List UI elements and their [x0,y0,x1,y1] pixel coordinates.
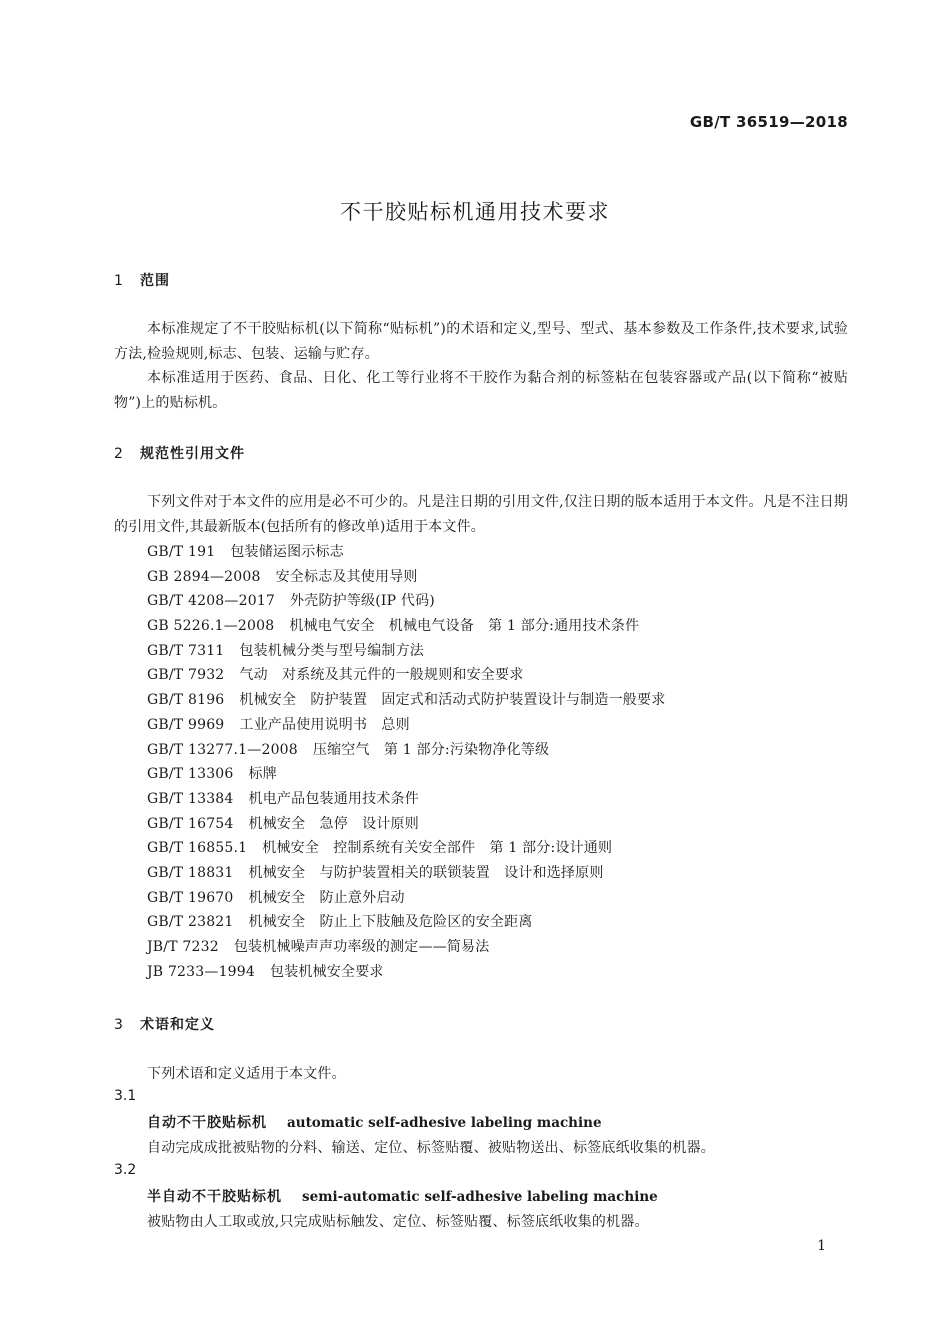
reference-title: 机械安全 防止上下肢触及危险区的安全距离 [248,914,533,931]
reference-item [147,960,665,985]
reference-code: GB/T 19670 [147,889,234,906]
page-number: 1 [817,1238,826,1254]
section-1-paragraph-2: 本标准适用于医药、食品、日化、化工等行业将不干胶作为黏合剂的标签粘在包装容器或产品(以下简称“被贴物”)上的贴标机。 [114,370,848,411]
section-1-heading [114,270,170,290]
reference-code: GB/T 18831 [147,864,234,881]
term-heading [147,1112,602,1132]
reference-item [147,762,665,787]
reference-code: GB 5226.1—2008 [147,618,275,635]
reference-item [147,861,665,886]
section-number: 2 [114,446,124,462]
reference-code: GB/T 16754 [147,815,234,832]
reference-code: GB/T 7311 [147,642,225,659]
reference-code: GB/T 13384 [147,790,234,807]
document-title: 不干胶贴标机通用技术要求 [340,200,610,224]
section-2-intro: 下列文件对于本文件的应用是必不可少的。凡是注日期的引用文件,仅注日期的版本适用于本文件。凡是不注日期的引用文件,其最新版本(包括所有的修改单)适用于本文件。 [114,494,848,535]
reference-code: GB/T 13277.1—2008 [147,741,298,758]
standard-code: GB/T 36519—2018 [689,113,848,131]
reference-title: 包装机械噪声声功率级的测定——简易法 [233,939,490,955]
reference-item [147,812,665,837]
reference-title: 机械安全 防止意外启动 [248,889,405,906]
section-title: 规范性引用文件 [140,446,245,462]
term-english: automatic self-adhesive labeling machine [287,1115,602,1131]
reference-item [147,738,665,763]
term-number: 3.2 [114,1162,137,1178]
reference-list [147,540,665,984]
section-number: 1 [114,273,124,289]
reference-title: 标牌 [248,766,277,783]
reference-title: 工业产品使用说明书 总则 [239,716,410,733]
reference-code: GB/T 191 [147,544,216,560]
reference-code: GB/T 9969 [147,716,225,733]
term-definition: 被贴物由人工取或放,只完成贴标触发、定位、标签贴覆、标签底纸收集的机器。 [147,1214,649,1230]
reference-item [147,688,665,713]
reference-title: 机电产品包装通用技术条件 [248,790,419,807]
term-heading [147,1186,658,1206]
reference-title: 机械安全 与防护装置相关的联锁装置 设计和选择原则 [248,864,604,881]
reference-code: GB/T 8196 [147,692,225,709]
reference-item [147,540,665,565]
reference-code: GB/T 23821 [147,914,234,931]
reference-item [147,614,665,639]
term-number: 3.1 [114,1088,137,1104]
reference-title: 机械安全 防护装置 固定式和活动式防护装置设计与制造一般要求 [239,692,666,709]
reference-item [147,589,665,614]
reference-item [147,935,665,960]
term-english: semi-automatic self-adhesive labeling machine [302,1189,658,1205]
reference-code: GB 2894—2008 [147,568,261,585]
reference-item [147,639,665,664]
reference-title: 外壳防护等级(IP 代码) [290,593,435,610]
reference-code: GB/T 16855.1 [147,840,248,857]
reference-title: 机械安全 控制系统有关安全部件 第 1 部分:设计通则 [262,840,613,857]
reference-title: 机械电气安全 机械电气设备 第 1 部分:通用技术条件 [289,618,640,635]
section-number: 3 [114,1017,124,1033]
reference-item [147,836,665,861]
reference-title: 包装储运图示标志 [230,544,344,560]
reference-code: GB/T 7932 [147,667,225,684]
reference-item [147,787,665,812]
section-1-paragraph-1: 本标准规定了不干胶贴标机(以下简称“贴标机”)的术语和定义,型号、型式、基本参数及工作条件,技术要求,试验方法,检验规则,标志、包装、运输与贮存。 [114,321,848,362]
reference-code: JB/T 7232 [147,939,219,955]
reference-title: 安全标志及其使用导则 [275,568,418,585]
term-definition: 自动完成成批被贴物的分料、输送、定位、标签贴覆、被贴物送出、标签底纸收集的机器。 [147,1140,715,1156]
section-title: 范围 [140,273,170,289]
reference-code: GB/T 13306 [147,766,234,783]
reference-title: 压缩空气 第 1 部分:污染物净化等级 [312,741,550,758]
section-3-heading [114,1014,215,1034]
reference-title: 包装机械分类与型号编制方法 [239,642,425,659]
term-chinese: 自动不干胶贴标机 [147,1115,267,1131]
reference-item [147,886,665,911]
term-chinese: 半自动不干胶贴标机 [147,1189,282,1205]
reference-item [147,663,665,688]
reference-item [147,565,665,590]
section-2-heading [114,443,245,463]
reference-item [147,713,665,738]
section-3-intro: 下列术语和定义适用于本文件。 [147,1066,346,1082]
reference-title: 机械安全 急停 设计原则 [248,815,419,832]
reference-title: 包装机械安全要求 [270,963,384,980]
reference-code: GB/T 4208—2017 [147,593,276,610]
reference-item [147,910,665,935]
reference-title: 气动 对系统及其元件的一般规则和安全要求 [239,667,524,684]
reference-code: JB 7233—1994 [147,963,256,980]
section-title: 术语和定义 [140,1017,215,1033]
